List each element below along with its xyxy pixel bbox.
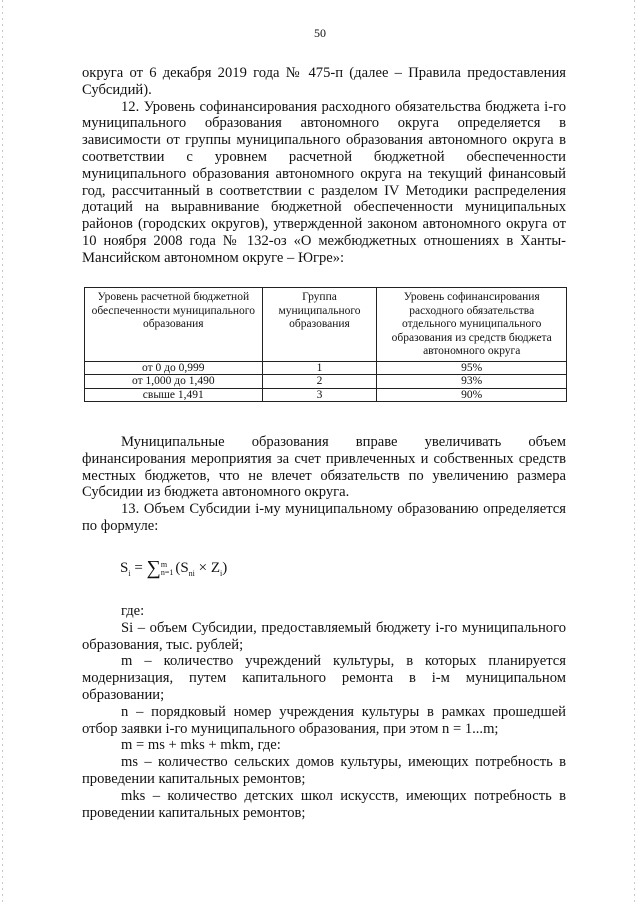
paragraph-13: 13. Объем Субсидии i-му муниципальному образованию определяется по формуле: [82, 501, 566, 534]
table-cell: 93% [377, 375, 567, 389]
table-row [85, 388, 567, 402]
text-block-definitions [82, 603, 566, 821]
table-cell: от 0 до 0,999 [85, 361, 263, 375]
table-cell: свыше 1,491 [85, 388, 263, 402]
paragraph-municipal: Муниципальные образования вправе увеличивать объем финансирования мероприятия за счет привлеченных и собственных средств местных бюджетов, что не влечет обязательств по увеличению размера Субсидии из бюджета автономного округа. [82, 434, 566, 501]
table-header-row [85, 288, 567, 362]
where-label: где: [121, 603, 145, 619]
paragraph-12: 12. Уровень софинансирования расходного обязательства бюджета i-го муниципального образования автономного округа определяется в зависимости от группы муниципального образования автономного округа в соответствии с уровнем расчетной бюджетной обеспеченности муниципального образования автономного округа на текущий финансовый год, рассчитанный в соответствии с разделом IV Методики распределения дотаций на выравнивание бюджетной обеспеченности муниципальных районов (городских округов), утвержденной законом автономного округа от 10 ноября 2008 года № 132-оз «О межбюджетных отношениях в Ханты-Мансийском автономном округе – Югре»: [82, 98, 566, 266]
text-block-middle [82, 434, 566, 535]
formula-equals: = [134, 560, 143, 576]
subsidy-formula [120, 557, 227, 580]
formula-lhs: S [120, 560, 129, 576]
sum-upper-limit: m [160, 559, 168, 569]
paragraph-continuation: округа от 6 декабря 2019 года № 475-п (далее – Правила предоставления Субсидий). [82, 65, 566, 98]
table-row [85, 361, 567, 375]
table-cell: 1 [262, 361, 377, 375]
table-cell: 3 [262, 388, 377, 402]
table-cell: от 1,000 до 1,490 [85, 375, 263, 389]
definition-m: m – количество учреждений культуры, в которых планируется модернизация, путем капитального ремонта в i-м муниципальном образовании; [82, 653, 566, 703]
table-cell: 95% [377, 361, 567, 375]
definition-ms: ms – количество сельских домов культуры, имеющих потребность в проведении капитальных ремонтов; [82, 754, 566, 787]
formula-close: ) [222, 560, 228, 576]
table-row [85, 375, 567, 389]
cofinancing-table [84, 287, 567, 402]
sum-limits [161, 561, 174, 577]
table-header-cell: Уровень расчетной бюджетной обеспеченности муниципального образования [85, 288, 263, 362]
definition-si: Si – объем Субсидии, предоставляемый бюджету i-го муниципального образования, тыс. рублей; [82, 619, 566, 653]
page-number: 50 [314, 26, 326, 40]
scan-edge-right [634, 0, 635, 905]
table-cell: 90% [377, 388, 567, 402]
table-header-cell: Уровень софинансирования расходного обязательства отдельного муниципального образования из средств бюджета автономного округа [377, 288, 567, 362]
table-header-cell: Группа муниципального образования [262, 288, 377, 362]
formula-lhs-index: i [128, 569, 131, 578]
sum-lower-limit: n=1 [160, 567, 174, 577]
formula-z-index: i [220, 569, 223, 578]
definition-n: n – порядковый номер учреждения культуры в рамках прошедшей отбор заявки i-го муниципального образования, при этом n = 1...m; [82, 703, 566, 737]
table-cell: 2 [262, 375, 377, 389]
formula-term-s: (S [175, 560, 189, 576]
definition-m-sum: m = ms + mks + mkm, где: [121, 737, 281, 754]
formula-term-z: × Z [198, 560, 221, 576]
text-block-top [82, 65, 566, 267]
sigma-symbol: ∑ [146, 557, 161, 579]
scan-edge-left [2, 0, 3, 905]
formula-s-index: ni [188, 569, 195, 578]
definition-mks: mks – количество детских школ искусств, имеющих потребность в проведении капитальных ремонтов; [82, 787, 566, 821]
